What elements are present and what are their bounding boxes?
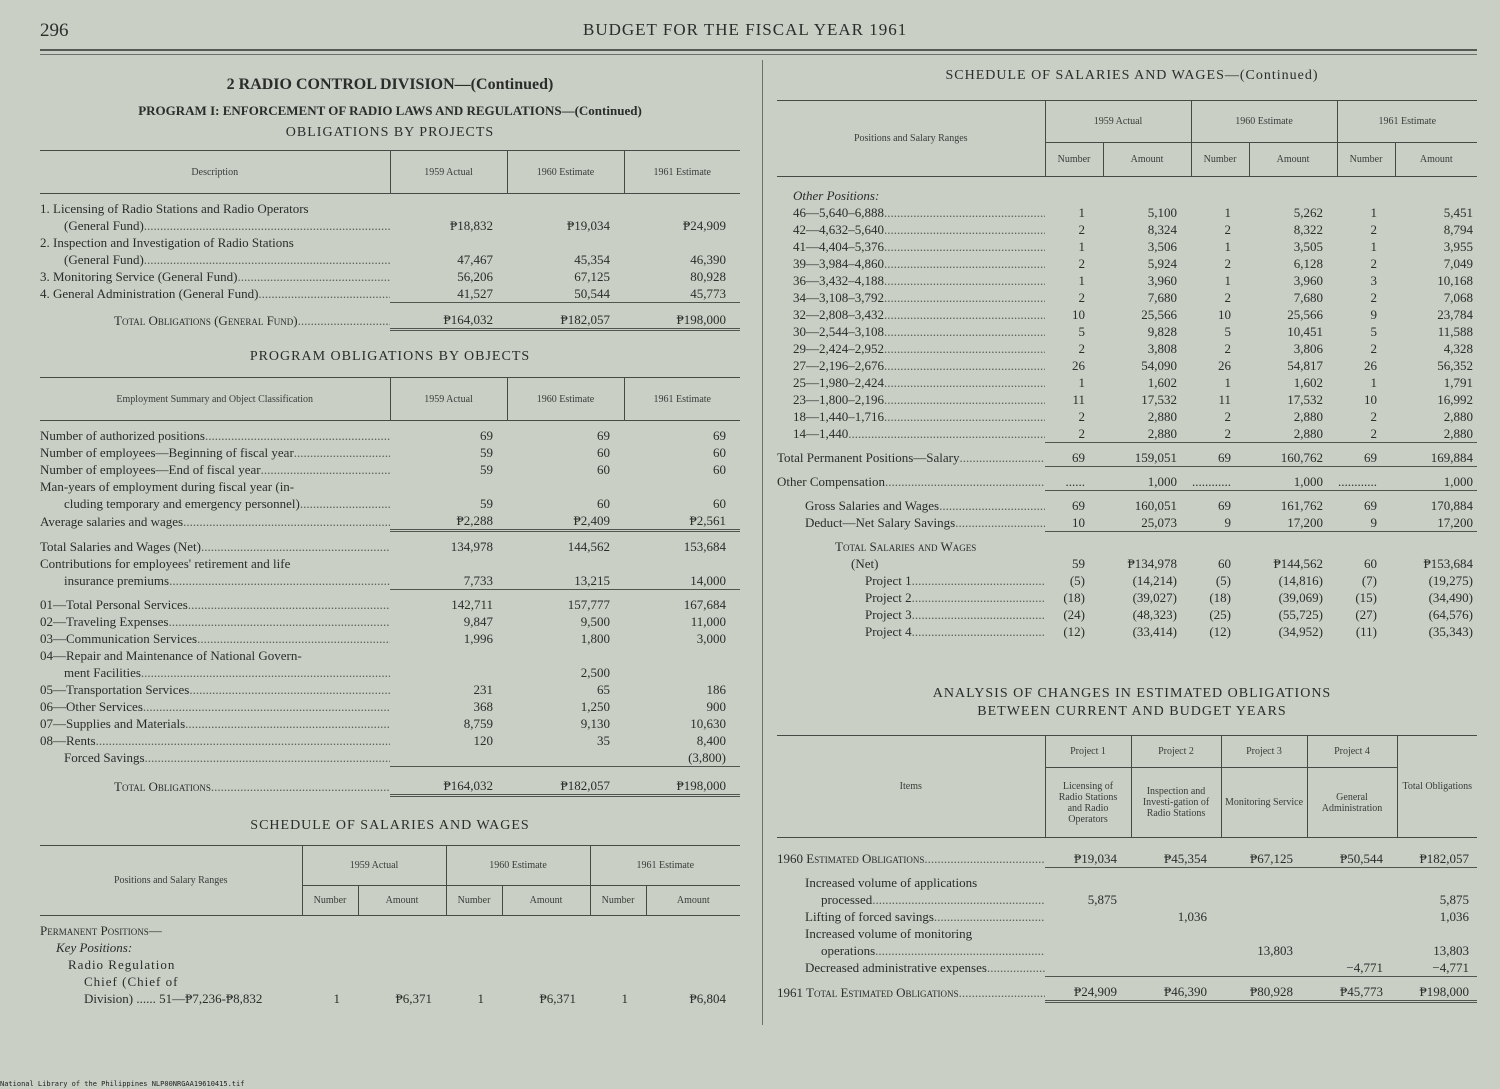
table-row: 41—4,404–5,376..... 1 3,506 1 3,505 1 3,955 <box>777 238 1477 255</box>
col-1960: 1960 Estimate <box>507 378 624 421</box>
table-row: 3. Monitoring Service (General Fund)..... 56,206 67,125 80,928 <box>40 268 740 285</box>
table-row: insurance premiums..... 7,733 13,215 14,000 <box>40 572 740 590</box>
table-row: Increased volume of applications <box>805 875 978 890</box>
table-row: Project 2..... (18) (39,027) (18) (39,069) (15) (34,490) <box>777 589 1477 606</box>
col-1961: 1961 Estimate <box>1337 101 1477 143</box>
page-number: 296 <box>40 20 69 41</box>
table-row: Lifting of forced savings..... 1,036 1,036 <box>777 908 1477 925</box>
objects-title: PROGRAM OBLIGATIONS BY OBJECTS <box>249 349 531 364</box>
permanent-positions-label: Permanent Positions— <box>40 923 162 938</box>
table-row: ment Facilities..... 2,500 <box>40 664 740 681</box>
table-row: (General Fund)..... 47,467 45,354 46,390 <box>40 251 740 268</box>
schedule-cont-title: SCHEDULE OF SALARIES AND WAGES—(Continued) <box>945 68 1319 83</box>
table-row: 18—1,440–1,716..... 2 2,880 2 2,880 2 2,880 <box>777 408 1477 425</box>
table-row: Number of employees—Beginning of fiscal year..... 59 60 60 <box>40 444 740 461</box>
table-row: 04—Repair and Maintenance of National Govern- <box>40 648 302 663</box>
col-classification: Employment Summary and Object Classification <box>116 393 314 405</box>
table-row: Decreased administrative expenses..... −4,771 −4,771 <box>777 959 1477 977</box>
schedule-title: SCHEDULE OF SALARIES AND WAGES <box>250 818 530 833</box>
division-title: 2 RADIO CONTROL DIVISION—(Continued) <box>226 76 554 93</box>
table-row: 08—Rents..... 120 35 8,400 <box>40 732 740 749</box>
total-row: 1961 Total Estimated Obligations..... ₱24,909 ₱46,390 ₱80,928 ₱45,773 ₱198,000 <box>777 983 1477 1002</box>
table-row: Division) ...... 51—₱7,236-₱8,832 1 ₱6,371 1 ₱6,371 1 ₱6,804 <box>84 991 727 1006</box>
table-row: cluding temporary and emergency personnel)..... 59 60 60 <box>40 495 740 512</box>
table-row: 14—1,440..... 2 2,880 2 2,880 2 2,880 <box>777 425 1477 443</box>
col-project-2: Project 2 <box>1131 736 1221 768</box>
column-divider <box>762 60 763 1025</box>
col-project-3: Project 3 <box>1221 736 1307 768</box>
table-row: Increased volume of monitoring <box>805 926 973 941</box>
table-row: 42—4,632–5,640..... 2 8,324 2 8,322 2 8,794 <box>777 221 1477 238</box>
table-row: Man-years of employment during fiscal year (in- <box>40 479 295 494</box>
schedule-table: Positions and Salary Ranges 1959 Actual 1960 Estimate 1961 Estimate Number Amount Number Amount Number Amount Permanent Positions— Key Positions: Radio Regulation Chief (Chief of Division) ...... 51—₱7,236-₱8,832 1 ₱6,371 1 ₱6,371 1 ₱6,804 <box>40 845 740 1007</box>
table-row: Gross Salaries and Wages..... 69 160,051 69 161,762 69 170,884 <box>777 497 1477 514</box>
col-1961: 1961 Estimate <box>590 846 740 886</box>
projects-table <box>40 150 740 331</box>
table-row: 02—Traveling Expenses..... 9,847 9,500 11,000 <box>40 613 740 630</box>
table-row: Project 4..... (12) (33,414) (12) (34,952) (11) (35,343) <box>777 623 1477 640</box>
table-row: 4. General Administration (General Fund)..... 41,527 50,544 45,773 <box>40 285 740 303</box>
other-positions-label: Other Positions: <box>793 188 880 203</box>
col-1959: 1959 Actual <box>390 151 507 194</box>
col-positions: Positions and Salary Ranges <box>113 875 228 886</box>
program-title: PROGRAM I: ENFORCEMENT OF RADIO LAWS AND REGULATIONS—(Continued) <box>138 103 642 118</box>
table-row: 01—Total Personal Services..... 142,711 157,777 167,684 <box>40 596 740 613</box>
col-1959: 1959 Actual <box>1045 101 1191 143</box>
col-project-4: Project 4 <box>1307 736 1397 768</box>
total-row: Total Obligations..... ₱164,032 ₱182,057 ₱198,000 <box>40 777 740 796</box>
col-positions: Positions and Salary Ranges <box>853 133 968 144</box>
table-row: 03—Communication Services..... 1,996 1,800 3,000 <box>40 630 740 647</box>
objects-table <box>40 377 740 797</box>
table-row: 36—3,432–4,188..... 1 3,960 1 3,960 3 10,168 <box>777 272 1477 289</box>
page-header-title: BUDGET FOR THE FISCAL YEAR 1961 <box>583 20 908 39</box>
table-row: Project 3..... (24) (48,323) (25) (55,725) (27) (64,576) <box>777 606 1477 623</box>
table-row: 1. Licensing of Radio Stations and Radio Operators <box>40 201 309 216</box>
table-row: 32—2,808–3,432..... 10 25,566 10 25,566 9 23,784 <box>777 306 1477 323</box>
table-row: Total Salaries and Wages (Net)..... 134,978 144,562 153,684 <box>40 538 740 555</box>
table-row: 07—Supplies and Materials..... 8,759 9,130 10,630 <box>40 715 740 732</box>
table-row: Contributions for employees' retirement and life <box>40 556 291 571</box>
analysis-table: Items Project 1 Project 2 Project 3 Project 4 Total Obligations Licensing of Radio Stations and Radio Operators Inspection and Investi-gation of Radio Stations Monitoring Service General Administration 1960 Estimated Obligations..... ₱19,034 ₱45,354 ₱67,125 ₱50,544 ₱182,057 Increased volume of applications processed..... 5,875 5,875 Lifting of forced savings..... 1,036 1,036 Increased volume of monitoring operations..... 13,803 13,803 Decreased administrative expenses..... −4,771 −4,771 1961 Total Estimated Obligations..... ₱24,909 ₱46,390 ₱80,928 ₱45,773 ₱198,000 <box>777 735 1477 1003</box>
table-row: 06—Other Services..... 368 1,250 900 <box>40 698 740 715</box>
table-row: 2. Inspection and Investigation of Radio Stations <box>40 235 294 250</box>
table-row: Number of authorized positions..... 69 69 69 <box>40 427 740 444</box>
col-1959: 1959 Actual <box>302 846 446 886</box>
table-row: Project 1..... (5) (14,214) (5) (14,816) (7) (19,275) <box>777 572 1477 589</box>
table-row: (Net) 59 ₱134,978 60 ₱144,562 60 ₱153,684 <box>851 556 1474 571</box>
table-row: (General Fund)..... ₱18,832 ₱19,034 ₱24,909 <box>40 217 740 234</box>
table-row: 39—3,984–4,860..... 2 5,924 2 6,128 2 7,049 <box>777 255 1477 272</box>
table-row: 27—2,196–2,676..... 26 54,090 26 54,817 26 56,352 <box>777 357 1477 374</box>
header-rule <box>40 49 1477 51</box>
table-row: Average salaries and wages..... ₱2,288 ₱2,409 ₱2,561 <box>40 512 740 531</box>
table-row: operations..... 13,803 13,803 <box>777 942 1477 959</box>
key-positions-label: Key Positions: <box>56 940 133 955</box>
table-row: Other Compensation..... ...... 1,000 ............ 1,000 ............ 1,000 <box>777 473 1477 491</box>
scan-footer: National Library of the Philippines NLP00NRGAA19610415.tif <box>0 1080 245 1088</box>
table-row: 30—2,544–3,108..... 5 9,828 5 10,451 5 11,588 <box>777 323 1477 340</box>
schedule-cont-table: Positions and Salary Ranges 1959 Actual 1960 Estimate 1961 Estimate Number Amount Number Amount Number Amount Other Positions: 46—5,640–6,888..... 1 5,100 1 5,262 1 5,451 42—4,632–5,640..... 2 8,324 2 8,322 2 8,794 41—4,404–5,376..... 1 3,506 1 3,505 1 3,955 39—3,984–4,860..... 2 5,924 2 6,128 2 7,049 36—3,432–4,188..... 1 3,960 1 3,960 3 10,168 34—3,108–3,792..... 2 7,680 2 7,680 2 7,068 32—2,808–3,432..... 10 25,566 10 25,566 9 23,784 30—2,544–3,108..... 5 9,828 5 10,451 5 11,588 29—2,424–2,952..... 2 3,808 2 3,806 2 4,328 27—2,196–2,676..... 26 54,090 26 54,817 26 56,352 25—1,980–2,424..... 1 1,602 1 1,602 1 1,791 23—1,800–2,196..... 11 17,532 11 17,532 10 16,992 18—1,440–1,716..... 2 2,880 2 2,880 2 2,880 14—1,440..... 2 2,880 2 2,880 2 2,880 Total Permanent Positions—Salary..... 69 159,051 69 160,762 69 169,884 Other Compensation..... ...... 1,000 ............ 1,000 ............ 1,000 Gross Salaries and Wages..... 69 160,051 69 161,762 69 170,884 Deduct—Net Salary Savings..... 10 25,073 9 17,200 9 17,200 Total Salaries and Wages (Net) 59 ₱134,978 60 ₱144,562 60 ₱153,684 Project 1..... (5) (14,214) (5) (14,816) (7) (19,275) Project 2..... (18) (39,027) (18) (39,069) (15) (34,490) Project 3..... (24) (48,323) (25) (55,725) (27) (64,576) Project 4..... (12) (33,414) (12) (34,952) (11) (35,343) <box>777 100 1477 640</box>
col-project-1: Project 1 <box>1045 736 1131 768</box>
analysis-title-2: BETWEEN CURRENT AND BUDGET YEARS <box>977 704 1287 719</box>
projects-title: OBLIGATIONS BY PROJECTS <box>285 125 495 140</box>
table-row: 34—3,108–3,792..... 2 7,680 2 7,680 2 7,068 <box>777 289 1477 306</box>
col-description: Description <box>191 166 239 178</box>
header-rule-thin <box>40 54 1477 55</box>
table-row: 29—2,424–2,952..... 2 3,808 2 3,806 2 4,328 <box>777 340 1477 357</box>
table-row: 46—5,640–6,888..... 1 5,100 1 5,262 1 5,451 <box>777 204 1477 221</box>
col-total: Total Obligations <box>1397 736 1477 838</box>
analysis-title-1: ANALYSIS OF CHANGES IN ESTIMATED OBLIGATIONS <box>932 686 1332 701</box>
col-1960: 1960 Estimate <box>446 846 590 886</box>
col-items: Items <box>899 781 922 792</box>
col-1961: 1961 Estimate <box>624 378 740 421</box>
col-1961: 1961 Estimate <box>624 151 740 194</box>
table-row: 25—1,980–2,424..... 1 1,602 1 1,602 1 1,791 <box>777 374 1477 391</box>
table-row: 23—1,800–2,196..... 11 17,532 11 17,532 10 16,992 <box>777 391 1477 408</box>
table-row: 05—Transportation Services..... 231 65 186 <box>40 681 740 698</box>
table-row: Total Permanent Positions—Salary..... 69 159,051 69 160,762 69 169,884 <box>777 449 1477 467</box>
table-row: Deduct—Net Salary Savings..... 10 25,073 9 17,200 9 17,200 <box>777 514 1477 532</box>
table-row: Number of employees—End of fiscal year..... 59 60 60 <box>40 461 740 478</box>
col-1959: 1959 Actual <box>390 378 507 421</box>
table-row: 1960 Estimated Obligations..... ₱19,034 ₱45,354 ₱67,125 ₱50,544 ₱182,057 <box>777 850 1477 868</box>
col-1960: 1960 Estimate <box>507 151 624 194</box>
total-row: Total Obligations (General Fund)..... ₱164,032 ₱182,057 ₱198,000 <box>40 311 740 330</box>
col-1960: 1960 Estimate <box>1191 101 1337 143</box>
table-row: Forced Savings..... (3,800) <box>40 749 740 767</box>
table-row: processed..... 5,875 5,875 <box>777 891 1477 908</box>
